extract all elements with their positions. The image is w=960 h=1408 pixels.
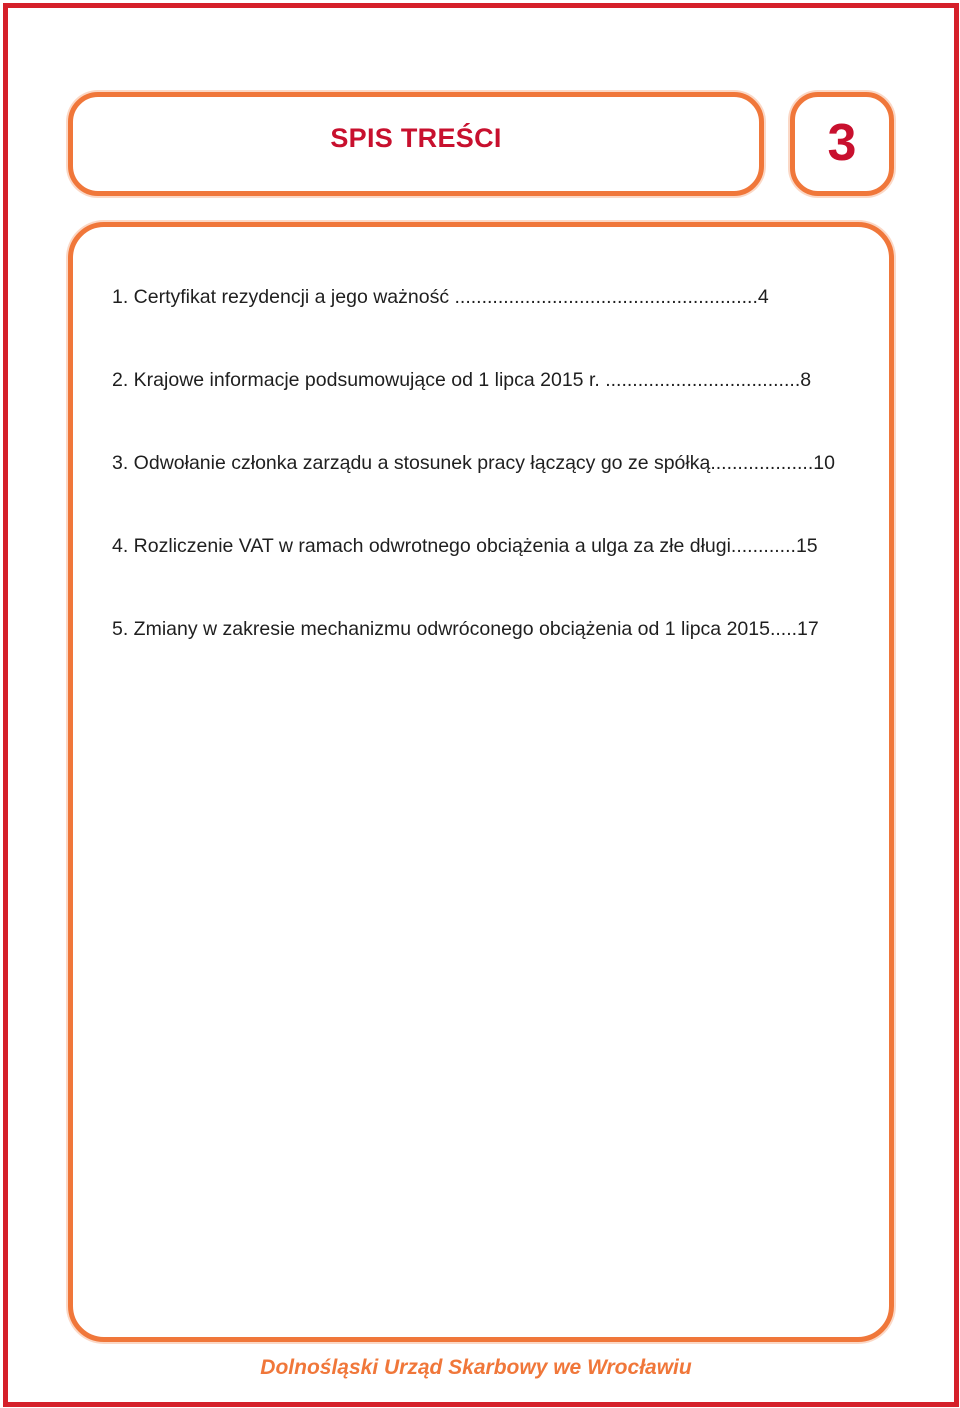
- toc-entry-1[interactable]: 1. Certyfikat rezydencji a jego ważność ........................................................4: [112, 286, 769, 308]
- toc-entry-3[interactable]: 3. Odwołanie członka zarządu a stosunek pracy łączący go ze spółką...................10: [112, 452, 835, 474]
- table-of-contents: [112, 283, 852, 698]
- page-number: 3: [827, 114, 857, 172]
- toc-entry-4[interactable]: 4. Rozliczenie VAT w ramach odwrotnego obciążenia a ulga za złe długi............15: [112, 535, 818, 557]
- page-title: SPIS TREŚCI: [330, 123, 502, 153]
- title-box: [68, 92, 764, 196]
- toc-entry-2[interactable]: 2. Krajowe informacje podsumowujące od 1 lipca 2015 r. ....................................8: [112, 369, 812, 391]
- footer-office-name: Dolnośląski Urząd Skarbowy we Wrocławiu: [260, 1356, 692, 1379]
- toc-entry-5[interactable]: 5. Zmiany w zakresie mechanizmu odwróconego obciążenia od 1 lipca 2015.....17: [112, 618, 819, 640]
- page-number-box: [790, 92, 894, 196]
